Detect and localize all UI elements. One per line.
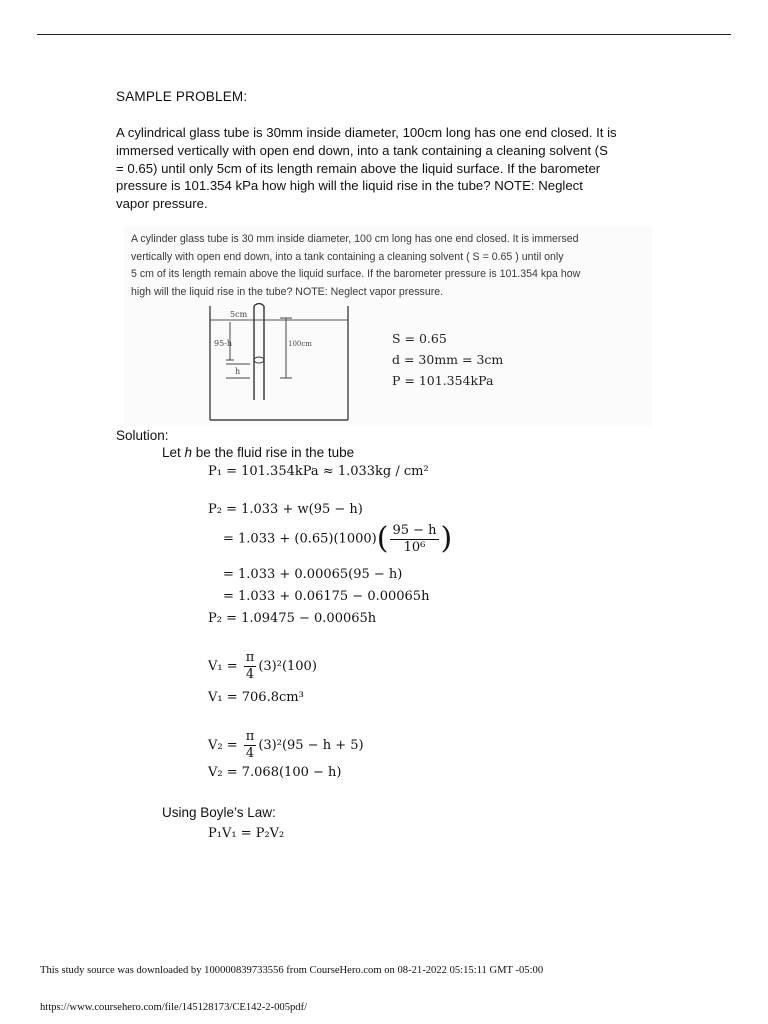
- fraction-denominator: 10⁶: [403, 539, 426, 555]
- four-denominator: 4: [245, 667, 255, 682]
- given-line: P = 101.354kPa: [392, 373, 494, 388]
- sketch-label-bottom: h: [235, 367, 241, 376]
- given-values: [392, 328, 503, 391]
- problem-line: vapor pressure.: [116, 196, 208, 212]
- pi-numerator: π: [245, 729, 255, 744]
- problem-line: pressure is 101.354 kPa how high will the liquid rise in the tube? NOTE: Neglect: [116, 178, 583, 194]
- problem-line: = 0.65) until only 5cm of its length remain above the liquid surface. If the barometer: [116, 160, 601, 176]
- problem-line: immersed vertically with open end down, into a tank containing a cleaning solvent (S: [116, 142, 608, 158]
- equation-p2-line2: = 1.033 + (0.65)(1000)( $\frac{95 - h}{\text{10⁶}}$ ): [223, 521, 453, 556]
- problem-line: A cylindrical glass tube is 30mm inside diameter, 100cm long has one end closed. It is: [116, 125, 617, 140]
- let-statement: Let h be the fluid rise in the tube: [162, 445, 355, 460]
- pi-numerator: π: [245, 650, 255, 665]
- download-notice: This study source was downloaded by 100000839733556 from CourseHero.com on 08-21-2022 05:15:11 GMT -05:00: [40, 965, 544, 976]
- equation-boyle: P₁V₁ = P₂V₂: [208, 826, 285, 841]
- boyle-law-label: Using Boyle’s Law:: [162, 805, 276, 820]
- scan-line: 5 cm of its length remain above the liquid surface. If the barometer pressure is 101.354 kpa how: [131, 268, 581, 281]
- equation-v1-result: V₁ = 706.8cm³: [208, 690, 304, 705]
- fraction-numerator: 95 − h: [392, 522, 437, 538]
- scan-line: A cylinder glass tube is 30 mm inside diameter, 100 cm long has one end closed. It is immersed: [131, 233, 579, 245]
- page-heading: SAMPLE PROBLEM:: [116, 89, 248, 104]
- scan-line: vertically with open end down, into a tank containing a cleaning solvent ( S = 0.65 ) until only: [131, 250, 564, 263]
- equation-p2-result: P₂ = 1.09475 − 0.00065h: [208, 611, 377, 626]
- top-rule: [37, 34, 731, 35]
- four-denominator: 4: [245, 746, 255, 761]
- equation-p2-line3: = 1.033 + 0.00065(95 − h): [223, 567, 403, 582]
- equation-v1: V₁ = $\frac{\pi}{4}$ (3)²(100): [208, 650, 317, 682]
- scan-line: high will the liquid rise in the tube? NOTE: Neglect vapor pressure.: [131, 285, 444, 298]
- equation-p1: P₁ = 101.354kPa ≈ 1.033kg / cm²: [208, 464, 429, 479]
- scanned-problem-text: [131, 231, 651, 301]
- equation-v2: V₂ = $\frac{\pi}{4}$ (3)²(95 − h + 5): [208, 729, 364, 761]
- equation-v2-result: V₂ = 7.068(100 − h): [208, 765, 342, 780]
- source-url: https://www.coursehero.com/file/145128173/CE142-2-005pdf/: [40, 1002, 308, 1013]
- given-line: d = 30mm = 3cm: [392, 352, 504, 367]
- sketch-label-right: 100cm: [288, 340, 312, 348]
- sketch-label-top: 5cm: [230, 310, 248, 319]
- solution-label: Solution:: [116, 428, 169, 443]
- given-line: S = 0.65: [392, 331, 447, 346]
- equation-p2-line1: P₂ = 1.033 + w(95 − h): [208, 502, 363, 517]
- problem-statement: [116, 124, 642, 213]
- sketch-label-left: 95-h: [214, 339, 233, 348]
- equation-p2-line4: = 1.033 + 0.06175 − 0.00065h: [223, 589, 430, 604]
- tank-tube-sketch: [200, 302, 390, 428]
